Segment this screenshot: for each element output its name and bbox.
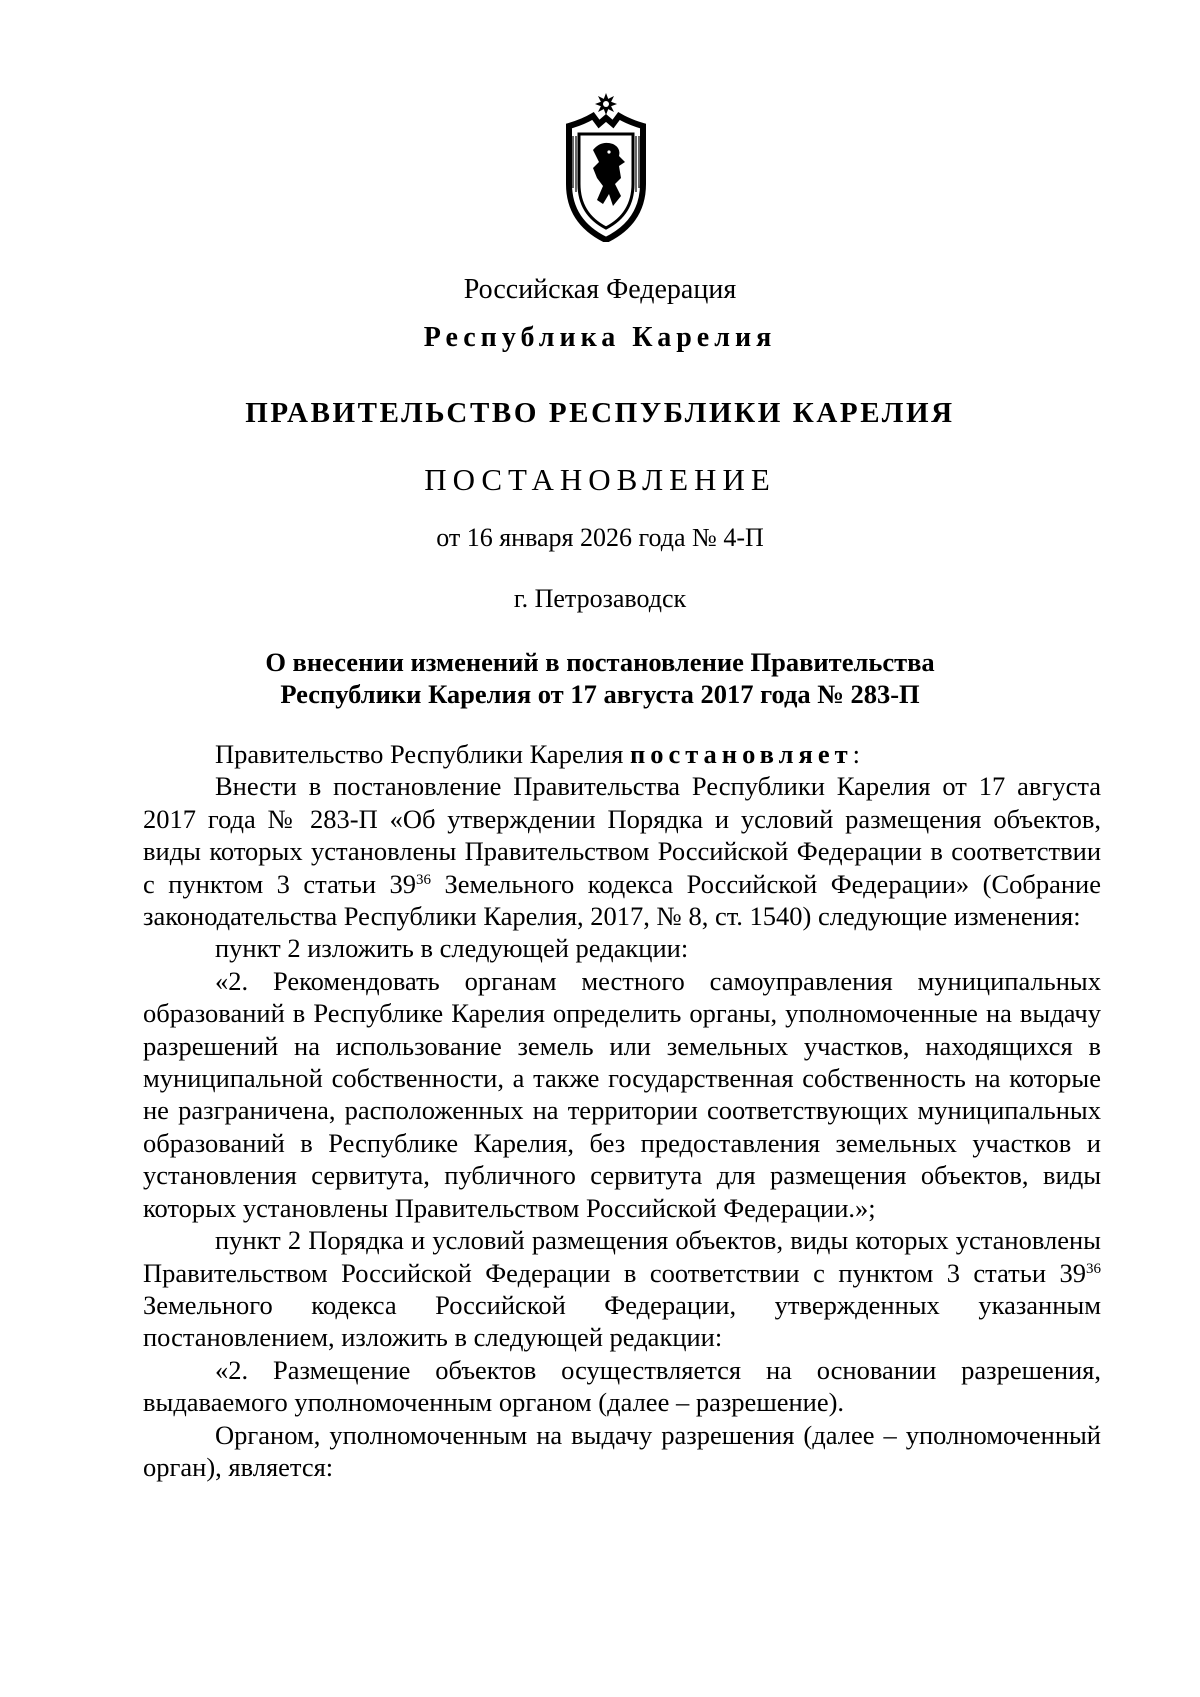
paragraph-4-superscript: 36: [1086, 1260, 1101, 1277]
government-name: ПРАВИТЕЛЬСТВО РЕСПУБЛИКИ КАРЕЛИЯ: [245, 397, 955, 429]
republic-name: Республика Карелия: [423, 322, 777, 353]
title-line-1: О внесении изменений в постановление Правительства: [265, 647, 935, 677]
city: г. Петрозаводск: [513, 584, 687, 613]
title-line-2: Республики Карелия от 17 августа 2017 года № 283-П: [280, 679, 920, 709]
paragraph-5: «2. Размещение объектов осуществляется на основании разрешения, выдаваемого уполномоченным органом (далее – разрешение).: [143, 1354, 1101, 1418]
karelia-coat-of-arms-icon: [563, 92, 649, 242]
document-body: [143, 738, 1101, 1483]
preamble-paragraph: [143, 738, 1101, 770]
paragraph-6: Органом, уполномоченным на выдачу разрешения (далее – уполномоченный орган), является:: [143, 1419, 1101, 1482]
preamble-verb: постановляет: [629, 739, 853, 769]
paragraph-1: [143, 770, 1101, 932]
paragraph-4: [143, 1224, 1101, 1354]
paragraph-4-text-start: пункт 2 Порядка и условий размещения объектов, виды которых установлены Правительством Российской Федерации в соответствии с пунктом 3 статьи 39: [143, 1225, 1101, 1288]
paragraph-1-superscript: 36: [416, 871, 432, 888]
paragraph-2: пункт 2 изложить в следующей редакции:: [215, 933, 689, 964]
document-title: [0, 646, 1200, 710]
paragraph-1-text-end: Земельного кодекса Российской Федерации» (Собрание законодательства Республики Карелия, 2017, № 8, ст. 1540) следующие изменения:: [143, 868, 1101, 932]
paragraph-4-text-end: Земельного кодекса Российской Федерации, утвержденных указанным постановлением, изложить в следующей редакции:: [143, 1289, 1101, 1353]
preamble-text: Правительство Республики Карелия: [215, 739, 624, 769]
date-number: от 16 января 2026 года № 4-П: [436, 523, 764, 552]
paragraph-1-text-start: Внести в постановление Правительства Республики Карелия от 17 августа 2017 года № 283-П «Об утверждении Порядка и условий размещения объектов, виды которых установлены Правительством Российской Федерации в соответствии с пунктом 3 статьи 39: [143, 771, 1101, 899]
star-icon: [595, 93, 617, 115]
document-type: ПОСТАНОВЛЕНИЕ: [424, 462, 776, 497]
preamble-colon: :: [852, 739, 860, 769]
paragraph-3: «2. Рекомендовать органам местного самоуправления муниципальных образований в Республике Карелия определить органы, уполномоченные на выдачу разрешений на использование земель или земельных участков, находящихся в муниципальной собственности, а также государственная собственность на которые не разграничена, расположенных на территории соответствующих муниципальных образований в Республике Карелия, без предоставления земельных участков и установления сервитута, публичного сервитута для размещения объектов, виды которых установлены Правительством Российской Федерации.»;: [143, 965, 1101, 1223]
country-name: Российская Федерация: [463, 274, 737, 305]
